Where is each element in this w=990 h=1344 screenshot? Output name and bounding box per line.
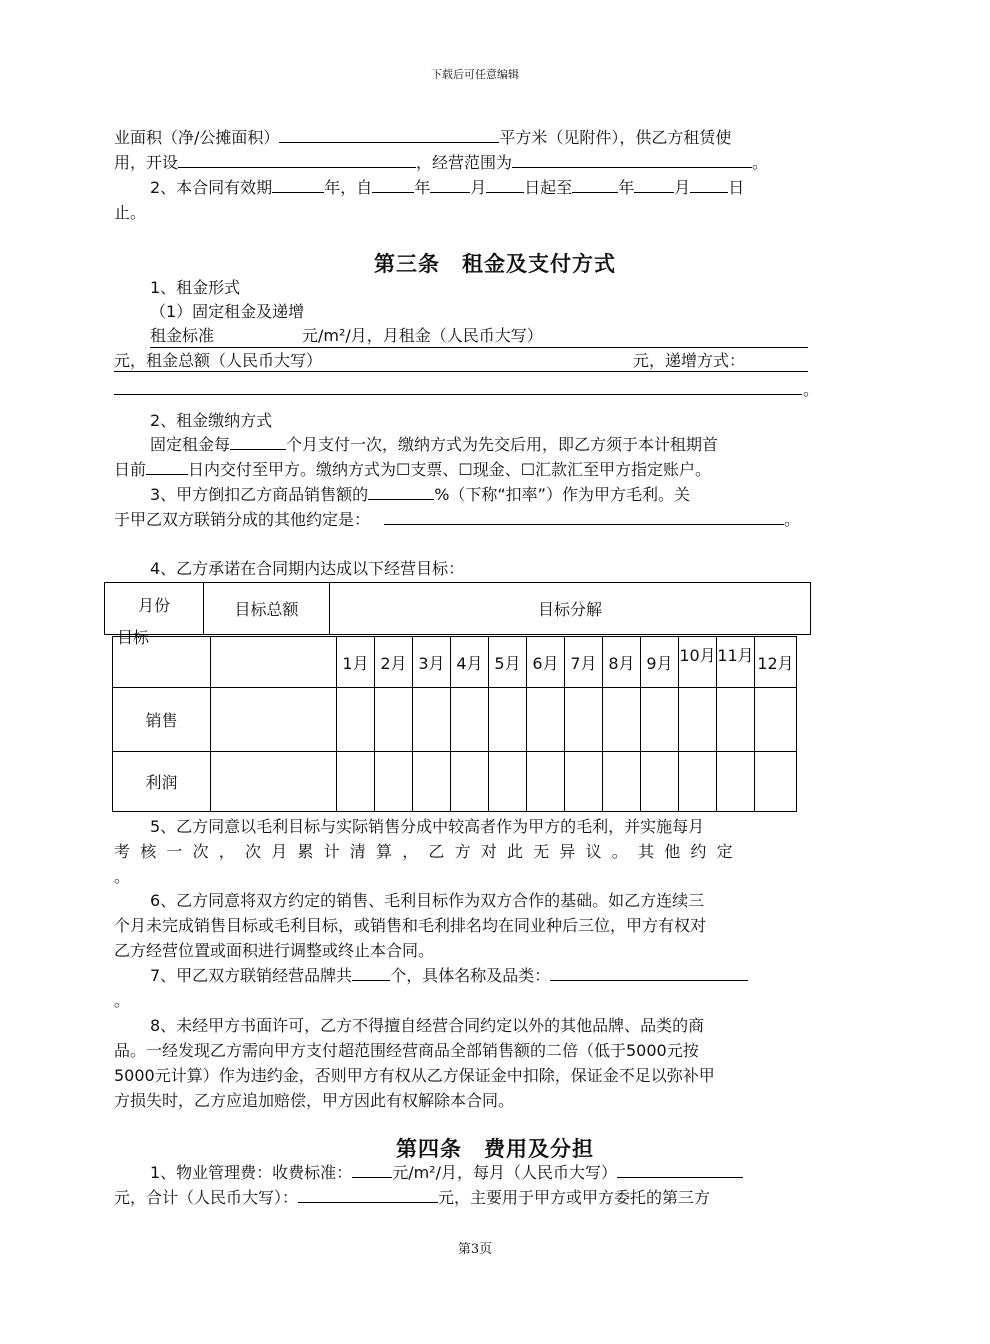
- table-month-header: 5月: [489, 637, 527, 688]
- table-header-total: 目标总额: [204, 583, 330, 635]
- text-segment: ，经营范围为: [416, 153, 513, 172]
- text-segment: 月: [674, 178, 691, 197]
- text-line: 。: [803, 380, 820, 399]
- table-corner-bottom: 目标: [117, 628, 150, 647]
- text-line: （1）固定租金及递增: [150, 302, 305, 321]
- text-line: [150, 176, 744, 200]
- text-segment: 元，合计（人民币大写）：: [114, 1188, 299, 1207]
- table-cell[interactable]: [413, 752, 451, 812]
- fill-blank[interactable]: [272, 176, 324, 193]
- fill-blank[interactable]: [372, 176, 414, 193]
- table-row-label: 利润: [113, 752, 211, 812]
- table-cell[interactable]: [565, 688, 603, 752]
- fill-blank[interactable]: [430, 176, 470, 193]
- text-segment: 。: [784, 510, 801, 529]
- table-row-sales: [113, 688, 797, 752]
- text-segment: 3、甲方倒扣乙方商品销售额的: [150, 485, 369, 504]
- table-cell[interactable]: [211, 752, 337, 812]
- table-corner-top: 月份: [137, 596, 170, 615]
- table-cell[interactable]: [603, 688, 641, 752]
- text-segment: 。: [752, 153, 769, 172]
- text-line: 元，递增方式：: [633, 351, 746, 370]
- text-line: [114, 458, 711, 482]
- table-cell[interactable]: [375, 752, 413, 812]
- fill-blank[interactable]: [114, 394, 802, 395]
- text-line: 品。一经发现乙方需向甲方支付超范围经营商品全部销售额的二倍（低于5000元按: [114, 1041, 699, 1060]
- table-header-breakdown: 目标分解: [330, 583, 811, 635]
- table-cell[interactable]: [679, 688, 717, 752]
- text-segment: 年，自: [324, 178, 373, 197]
- text-segment: 业面积（净/公摊面积）: [114, 128, 280, 147]
- table-cell[interactable]: [113, 637, 211, 688]
- text-line: 考核一次，次月累计清算，乙方对此无异议。其他约定: [114, 842, 743, 861]
- text-segment: 元/m²/月，每月（人民币大写）: [392, 1163, 617, 1182]
- table-cell[interactable]: [527, 688, 565, 752]
- text-line: [150, 433, 718, 457]
- text-segment: 个，具体名称及品类：: [390, 966, 551, 985]
- table-row-profit: [113, 752, 797, 812]
- fill-blank[interactable]: [279, 126, 499, 143]
- table-month-header: 10月: [679, 637, 717, 688]
- fill-blank[interactable]: [352, 1161, 392, 1178]
- text-segment: 元/m²/月，月租金（人民币大写）: [302, 326, 543, 345]
- text-line: 2、租金缴纳方式: [150, 411, 273, 430]
- fill-blank[interactable]: [690, 176, 728, 193]
- text-line: [150, 1161, 743, 1185]
- text-line: [114, 151, 768, 175]
- page-number: 第3页: [457, 1242, 493, 1257]
- text-segment: 平方米（见附件），供乙方租赁使: [499, 128, 732, 147]
- table-cell[interactable]: [211, 688, 337, 752]
- text-line: [150, 964, 748, 988]
- section-title: 第四条 费用及分担: [396, 1136, 594, 1161]
- text-line: 4、乙方承诺在合同期内达成以下经营目标：: [150, 559, 465, 578]
- table-row-label: 销售: [113, 688, 211, 752]
- text-line: 8、未经甲方书面许可，乙方不得擅自经营合同约定以外的其他品牌、品类的商: [150, 1016, 705, 1035]
- text-segment: 7、甲乙双方联销经营品牌共: [150, 966, 353, 985]
- targets-table: [112, 636, 797, 812]
- text-line: 元，租金总额（人民币大写）: [114, 351, 323, 370]
- table-month-header: 3月: [413, 637, 451, 688]
- fill-blank[interactable]: [146, 458, 188, 475]
- text-segment: 日前: [114, 460, 147, 479]
- table-month-header: 12月: [755, 637, 797, 688]
- text-line: [114, 508, 800, 532]
- table-month-header: 7月: [565, 637, 603, 688]
- text-line: [114, 126, 731, 150]
- table-row-months: [113, 637, 797, 688]
- fill-blank[interactable]: [230, 433, 286, 450]
- fill-blank[interactable]: [150, 347, 808, 348]
- fill-blank[interactable]: [114, 371, 808, 372]
- table-cell[interactable]: [603, 752, 641, 812]
- table-cell[interactable]: [489, 688, 527, 752]
- text-line: 5、乙方同意以毛利目标与实际销售分成中较高者作为甲方的毛利，并实施每月: [150, 817, 705, 836]
- table-cell[interactable]: [641, 688, 679, 752]
- fill-blank[interactable]: [384, 508, 784, 525]
- fill-blank[interactable]: [486, 176, 524, 193]
- table-month-header: 1月: [337, 637, 375, 688]
- text-segment: 租金标准: [150, 326, 215, 345]
- text-line: 。: [114, 867, 131, 886]
- table-cell[interactable]: [337, 688, 375, 752]
- table-cell[interactable]: [489, 752, 527, 812]
- fill-blank[interactable]: [634, 176, 674, 193]
- table-cell[interactable]: [451, 688, 489, 752]
- text-segment: 1、物业管理费：收费标准：: [150, 1163, 353, 1182]
- text-segment: %（下称“扣率”）作为甲方毛利。关: [434, 485, 690, 504]
- table-cell[interactable]: [337, 752, 375, 812]
- text-segment: 元，主要用于甲方或甲方委托的第三方: [438, 1188, 711, 1207]
- text-line: 止。: [114, 203, 147, 222]
- text-segment: 日内交付至甲方。缴纳方式为☐支票、☐现金、☐汇款汇至甲方指定账户。: [188, 460, 712, 479]
- text-segment: 日起至: [524, 178, 573, 197]
- table-cell[interactable]: [755, 752, 797, 812]
- fill-blank[interactable]: [617, 1161, 743, 1178]
- text-line: 乙方经营位置或面积进行调整或终止本合同。: [114, 941, 435, 960]
- text-segment: 年: [618, 178, 635, 197]
- table-month-header: 11月: [717, 637, 755, 688]
- text-segment: 2、本合同有效期: [150, 178, 273, 197]
- text-segment: 日: [728, 178, 745, 197]
- table-cell[interactable]: [451, 752, 489, 812]
- table-cell[interactable]: [565, 752, 603, 812]
- text-segment: 于甲乙双方联销分成的其他约定是：: [114, 510, 371, 529]
- text-line: 个月未完成销售目标或毛利目标，或销售和毛利排名均在同业种后三位，甲方有权对: [114, 916, 707, 935]
- table-month-header: 6月: [527, 637, 565, 688]
- fill-blank[interactable]: [298, 1186, 438, 1203]
- text-line: 5000元计算）作为违约金，否则甲方有权从乙方保证金中扣除，保证金不足以弥补甲: [114, 1066, 715, 1085]
- text-segment: 年: [414, 178, 431, 197]
- text-segment: 固定租金每: [150, 435, 231, 454]
- fill-blank[interactable]: [178, 151, 416, 168]
- fill-blank[interactable]: [352, 964, 390, 981]
- table-cell[interactable]: [641, 752, 679, 812]
- table-cell[interactable]: [717, 752, 755, 812]
- text-line: 1、租金形式: [150, 278, 241, 297]
- section-title: 第三条 租金及支付方式: [374, 251, 616, 276]
- table-cell[interactable]: [527, 752, 565, 812]
- fill-blank[interactable]: [572, 176, 618, 193]
- targets-table-header: [104, 582, 811, 647]
- fill-blank[interactable]: [512, 151, 752, 168]
- table-corner-cell: [105, 583, 204, 647]
- text-segment: 月: [470, 178, 487, 197]
- page-header: 下载后可任意编辑: [431, 68, 519, 81]
- table-cell[interactable]: [717, 688, 755, 752]
- text-segment: 用，开设: [114, 153, 179, 172]
- text-line: 。: [114, 991, 131, 1010]
- table-month-header: 4月: [451, 637, 489, 688]
- table-cell[interactable]: [679, 752, 717, 812]
- text-line: [114, 1186, 710, 1210]
- fill-blank[interactable]: [368, 483, 434, 500]
- table-cell[interactable]: [755, 688, 797, 752]
- text-line: [150, 324, 543, 348]
- table-month-header: 8月: [603, 637, 641, 688]
- text-line: [150, 483, 690, 507]
- text-line: 方损失时，乙方应追加赔偿，甲方因此有权解除本合同。: [114, 1091, 515, 1110]
- text-segment: 个月支付一次，缴纳方式为先交后用，即乙方须于本计租期首: [286, 435, 719, 454]
- table-cell[interactable]: [413, 688, 451, 752]
- table-month-header: 9月: [641, 637, 679, 688]
- text-line: 6、乙方同意将双方约定的销售、毛利目标作为双方合作的基础。如乙方连续三: [150, 891, 705, 910]
- table-month-header: 2月: [375, 637, 413, 688]
- table-cell[interactable]: [211, 637, 337, 688]
- fill-blank[interactable]: [550, 964, 748, 981]
- table-cell[interactable]: [375, 688, 413, 752]
